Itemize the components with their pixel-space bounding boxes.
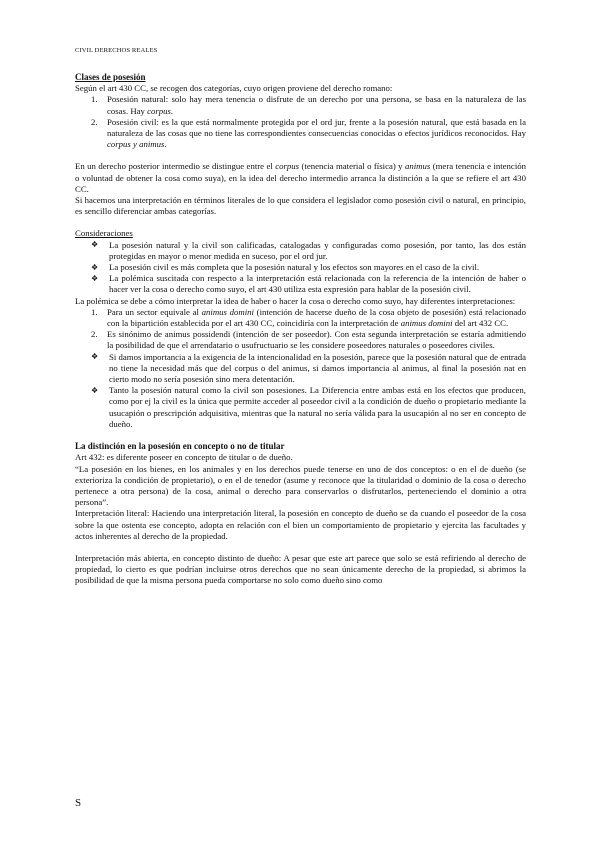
list-item: 2. Posesión civil: es la que está normalmente protegida por el ord jur, frente a la posesión natural, que está basada en la naturaleza de las cosas que no tiene las correspondientes consecuencias conocidas o efectos jurídicos reconocidos. Hay corpus y animus. [91, 116, 526, 150]
paragraph-quote: “La posesión en los bienes, en los animales y en los derechos puede tenerse en uno de dos conceptos: o en el de dueño (se exterioriza la condición de propietario), o en el de tenedor (asume y reconoce que la titularidad o dominio de la cosa o derecho pertenece a otra persona) de la cosa, animal o derecho para conservarlos o disfrutarlos, perteneciendo el dominio a otra persona”. [75, 463, 526, 508]
paragraph-interpretacion-literal: Interpretación literal: Haciendo una interpretación literal, la posesión en concepto de dueño se da cuando el poseedor de la cosa sobre la que ostenta ese concepto, adopta en relación con el bien un comportamiento de propietario y ejercita las facultades y actos inherentes al derecho de la propiedad. [75, 508, 526, 541]
list-item: ❖ La polémica suscitada con respecto a la interpretación está relacionada con la referencia de la intención de haber o hacer ver la cosa o derecho como suyo, el art 430 utiliza esta expresión para hablar de la posesión civil. [91, 273, 526, 295]
list-number: 2. [91, 329, 98, 340]
section-title-clases: Clases de posesión [75, 72, 146, 82]
list-item: ❖ Tanto la posesión natural como la civil son posesiones. La Diferencia entre ambas está en los efectos que producen, como por ej la civil es la única que permite acceder al poseedor civil a la condición de dueño o propietario mediante la usucapión o prescripción adquisitiva, mientras que la natural no sería válida para la usucapión al no ser en concepto de dueño. [91, 385, 526, 429]
paragraph-interpretacion-abierta: Interpretación más abierta, en concepto distinto de dueño: A pesar que este art parece que solo se está refiriendo al derecho de propiedad, lo cierto es que podrían incluirse otros derechos que no sean únicamente derecho de la propiedad, si abrimos la posibilidad de que la misma persona pueda comportarse no solo como dueño sino como [75, 552, 526, 586]
running-header: CIVIL DERECHOS REALES [75, 47, 158, 54]
bullet-list-intencionalidad [75, 352, 526, 430]
list-item: 1. Posesión natural: solo hay mera tenencia o disfrute de un derecho por una persona, se basa en la naturaleza de las cosas. Hay corpus. [91, 94, 526, 116]
paragraph-corpus-animus: En un derecho posterior intermedio se distingue entre el corpus (tenencia material o física) y animus (mera tenencia e intención o voluntad de obtener la cosa como suya), en la idea del derecho intermedio arranca la distinción a la que se refiere el art 430 CC. [75, 161, 527, 194]
list-number: 1. [91, 306, 98, 317]
diamond-bullet-icon: ❖ [91, 262, 99, 272]
list-item: 1. Para un sector equivale al animus domini (intención de hacerse dueño de la cosa objeto de posesión) está relacionado con la bipartición establecida por el art 430 CC, coincidiría con la interpretación de animus domini del art 432 CC. [91, 306, 526, 329]
paragraph-intro: Según el art 430 CC, se recogen dos categorías, cuyo origen proviene del derecho romano: [75, 83, 393, 94]
paragraph-art-432: Art 432: es diferente poseer en concepto de titular o de dueño. [75, 452, 293, 463]
section-title-distincion: La distinción en la posesión en concepto o no de titular [75, 441, 285, 452]
paragraph-polemica: La polémica se debe a cómo interpretar la idea de haber o hacer la cosa o derecho como suyo, hay diferentes interpretaciones: [75, 295, 516, 306]
diamond-bullet-icon: ❖ [91, 240, 99, 250]
list-number: 1. [91, 94, 98, 105]
list-item: ❖ La posesión natural y la civil son calificadas, catalogadas y configuradas como posesión, por tanto, las dos están protegidas en mayor o menor medida en suceso, por el ord jur. [91, 239, 526, 261]
list-item: 2. Es sinónimo de animus possidendi (intención de ser poseedor). Con esta segunda interpretación se estaría admitiendo la posibilidad de que el arrendatario o usufructuario se les considere poseedores naturales o poseedores civiles. [91, 329, 526, 351]
list-item: ❖ La posesión civil es más completa que la posesión natural y los efectos son mayores en el caso de la civil. [91, 262, 480, 273]
numbered-list-interpretaciones [75, 307, 526, 352]
section-title-consideraciones: Consideraciones [75, 228, 133, 239]
diamond-bullet-icon: ❖ [91, 352, 99, 362]
diamond-bullet-icon: ❖ [91, 273, 99, 283]
paragraph-interpretacion: Si hacemos una interpretación en términos literales de lo que considera el legislador como posesión civil o natural, en principio, es sencillo diferenciar ambas categorías. [75, 195, 526, 217]
footer-mark: S [75, 797, 82, 809]
list-item: ❖ Si damos importancia a la exigencia de la intencionalidad en la posesión, parece que la posesión natural que de entrada no tiene la necesidad más que del corpus o del animus, si damos importancia al animus, al final la posesión nat en cierto modo no sería posesión sino mera detentación. [91, 351, 526, 385]
document-body [75, 72, 526, 587]
numbered-list-clases [75, 94, 526, 150]
diamond-bullet-icon: ❖ [91, 385, 99, 395]
bullet-list-consideraciones [75, 240, 526, 296]
list-number: 2. [91, 116, 98, 127]
